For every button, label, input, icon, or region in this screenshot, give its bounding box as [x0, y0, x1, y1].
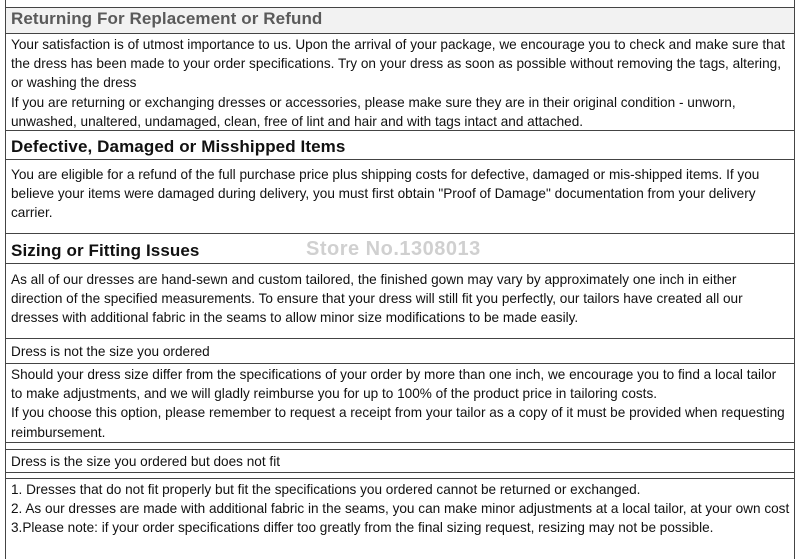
- list-item: 2. As our dresses are made with additional fabric in the seams, you can make minor adjustments at a local tailor, at your own cost: [11, 501, 790, 517]
- not-size-paragraph-1: Should your dress size differ from the specifications of your order by more than one inch, we encourage you to find a local tailor to make adjustments, and we will gladly reimburse you for up to 100% of the product price in tailoring costs.: [11, 367, 777, 402]
- defective-text: [6, 160, 794, 234]
- list-item: 1. Dresses that do not fit properly but fit the specifications you ordered cannot be returned or exchanged.: [11, 482, 641, 497]
- defective-heading: Defective, Damaged or Misshipped Items: [6, 131, 794, 160]
- sizing-text: [6, 264, 794, 339]
- not-size-text: [6, 364, 794, 443]
- not-size-paragraph-2: If you choose this option, please remember to request a receipt from your tailor as a copy of it must be provided when requesting reimbursement.: [11, 405, 785, 440]
- store-watermark: Store No.1308013: [306, 238, 481, 260]
- sizing-paragraph: As all of our dresses are hand-sewn and custom tailored, the finished gown may vary by approximately one inch in either direction of the specified measurements. To ensure that your dress will still fit you perfectly, our tailors have created all our dresses with additional fabric in the seams to allow minor size modifications to be made easily.: [11, 272, 743, 326]
- not-size-heading: Dress is not the size you ordered: [6, 339, 794, 364]
- return-paragraph-2: If you are returning or exchanging dresses or accessories, please make sure they are in their original condition - unworn, unwashed, unaltered, undamaged, clean, free of lint and hair and with tags intact and attached.: [11, 94, 736, 129]
- sizing-heading: Sizing or Fitting Issues: [6, 234, 794, 264]
- return-paragraph-1: Your satisfaction is of utmost importance to us. Upon the arrival of your package, we encourage you to check and make sure that the dress has been made to your order specifications. Try on your dress as soon as possible without removing the tags, altering, or washing the dress: [11, 37, 786, 91]
- return-text: [6, 34, 794, 131]
- list-item: 3.Please note: if your order specifications differ too greatly from the final sizing request, resizing may not be possible.: [11, 520, 714, 536]
- not-fit-list: [6, 478, 794, 559]
- policy-table: [5, 0, 795, 559]
- return-heading: Returning For Replacement or Refund: [6, 7, 794, 34]
- defective-paragraph: You are eligible for a refund of the full purchase price plus shipping costs for defective, damaged or mis-shipped items. If you believe your items were damaged during delivery, you must first obtain "Proof of Damage" documentation from your delivery carrier.: [11, 167, 760, 221]
- not-fit-heading: Dress is the size you ordered but does not fit: [6, 449, 794, 473]
